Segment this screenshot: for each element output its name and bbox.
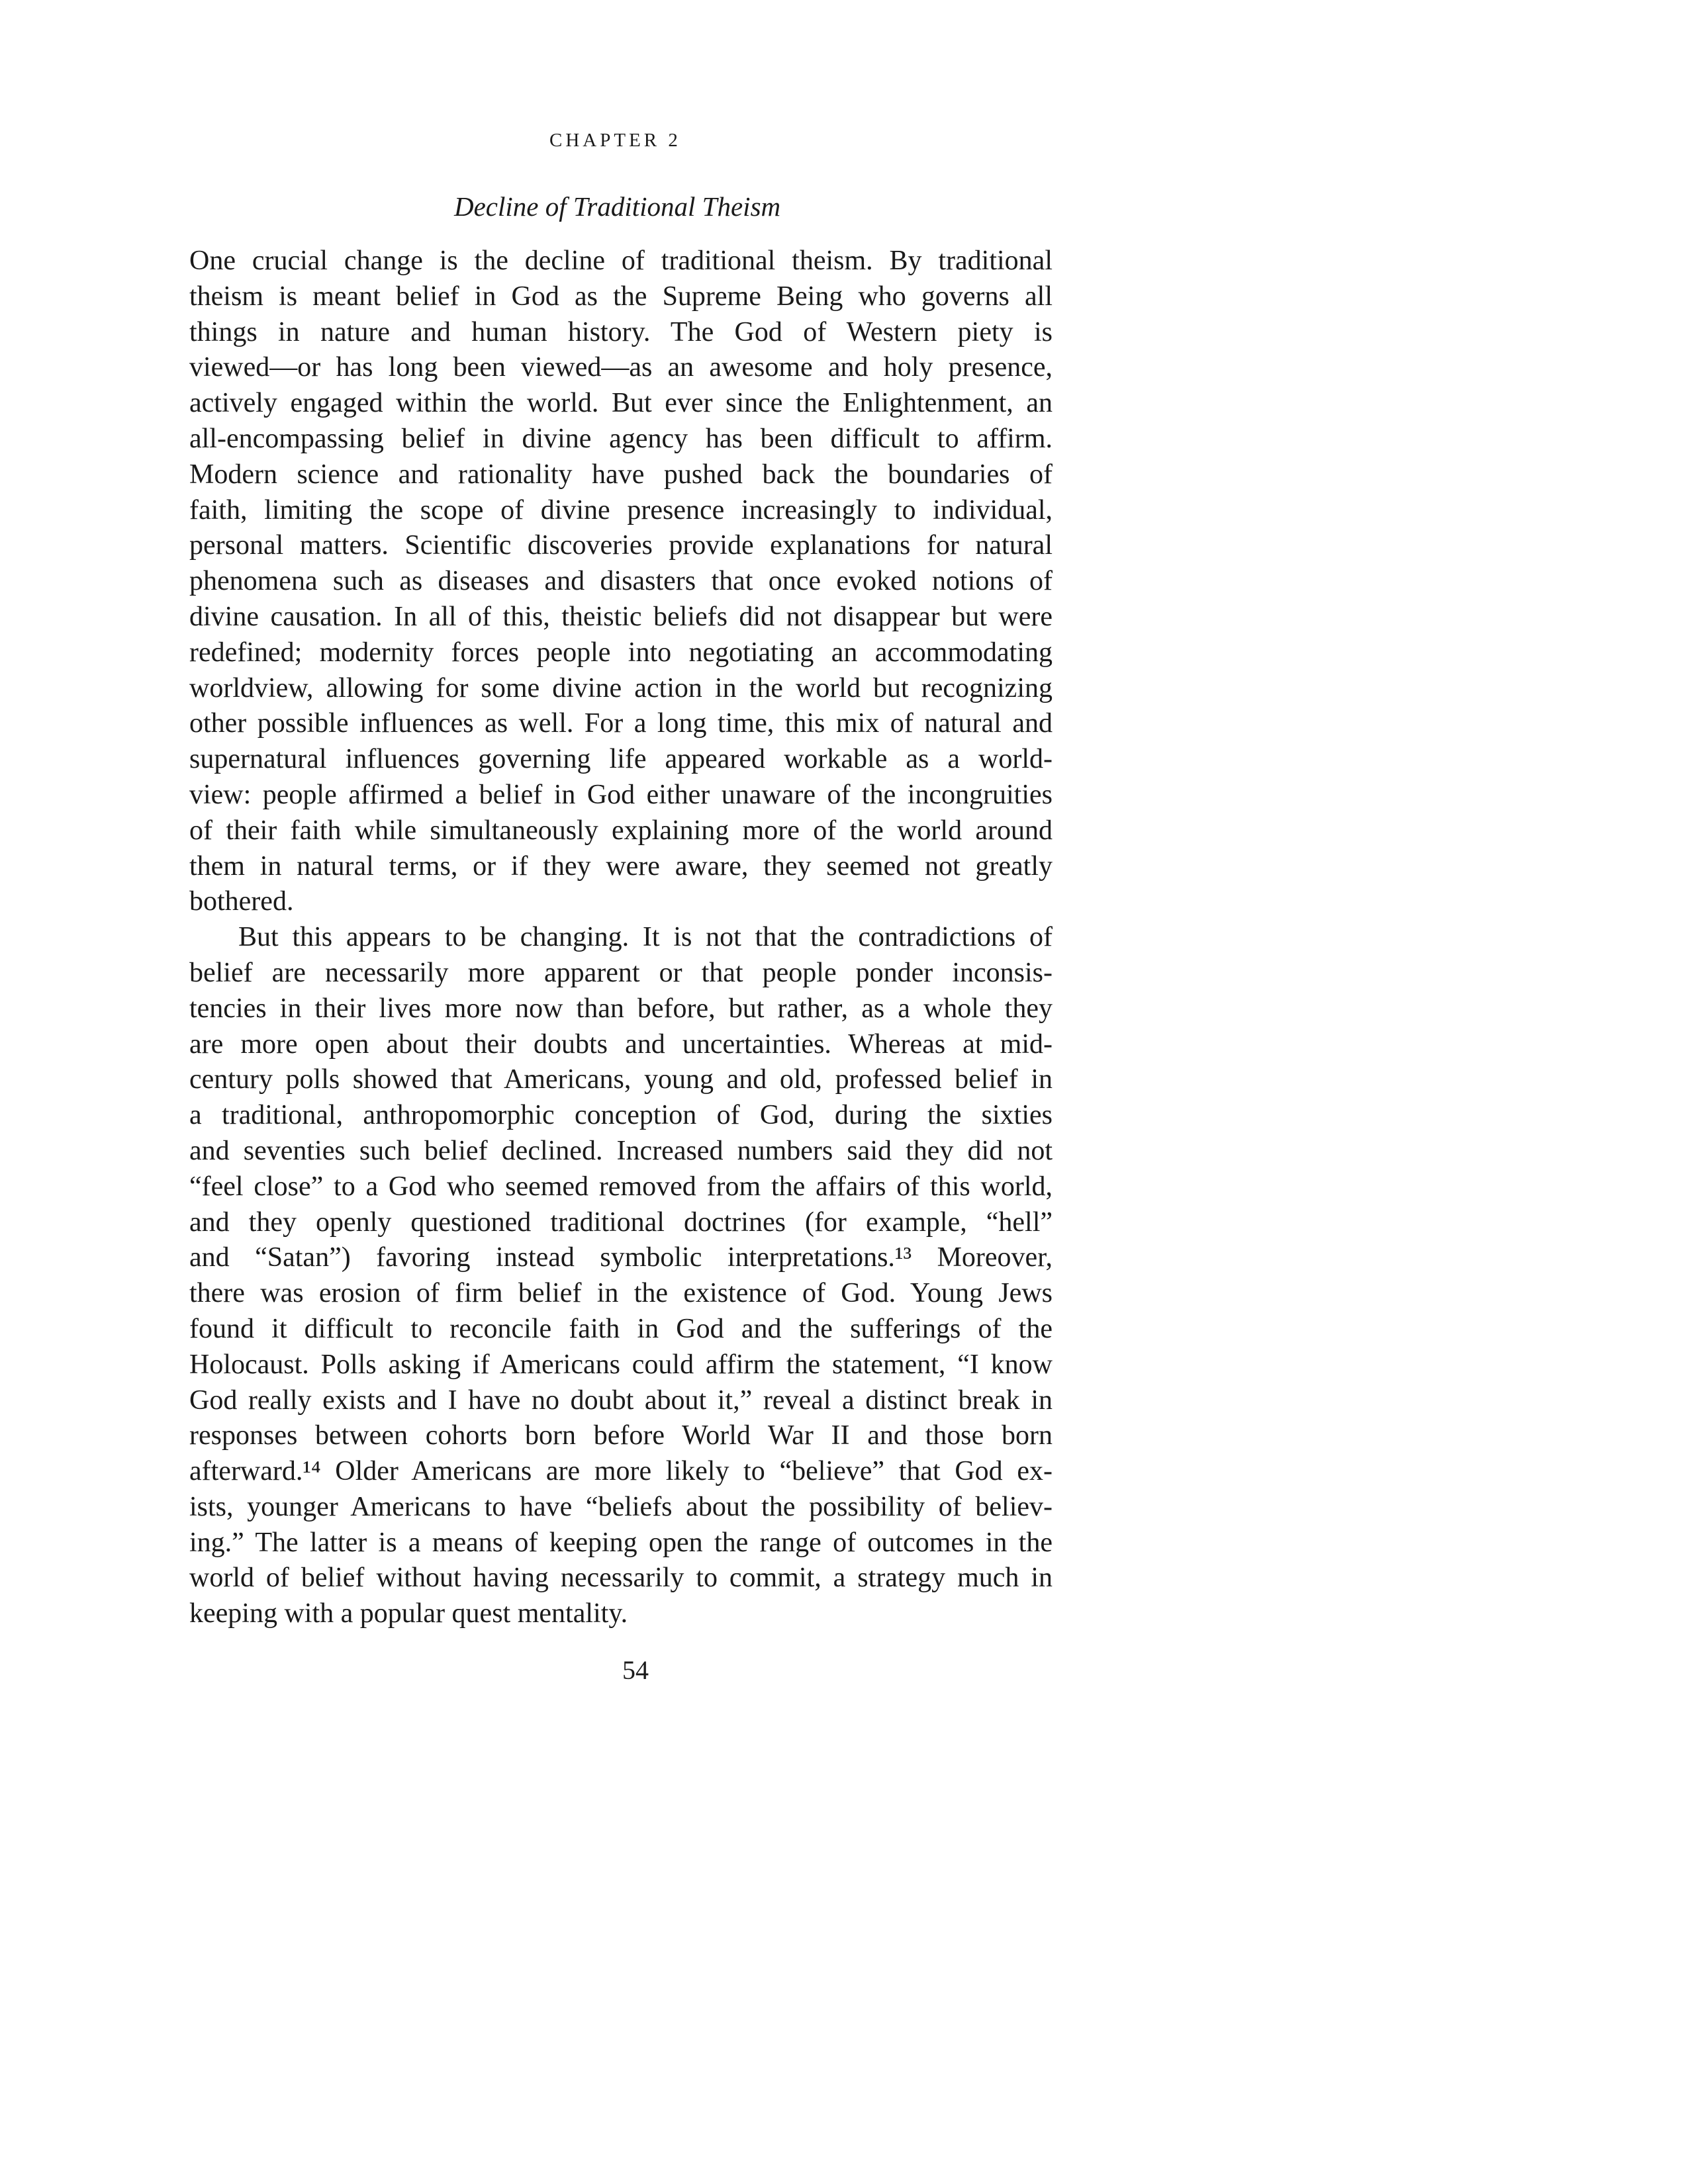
text-line: redefined; modernity forces people into negotiating an accommodating — [189, 637, 1053, 668]
text-line: belief are necessarily more apparent or that people ponder inconsis- — [189, 957, 1053, 988]
text-line: all-encompassing belief in divine agency has been difficult to affirm. — [189, 423, 1053, 454]
text-line: But this appears to be changing. It is not that the contradictions of — [238, 922, 1053, 953]
body-text — [189, 244, 1053, 1632]
text-line: found it difficult to reconcile faith in God and the sufferings of the — [189, 1313, 1053, 1344]
text-line: view: people affirmed a belief in God either unaware of the incongruities — [189, 779, 1053, 810]
text-line: Modern science and rationality have pushed back the boundaries of — [189, 459, 1053, 490]
text-line: keeping with a popular quest mentality. — [189, 1598, 628, 1629]
section-title: Decline of Traditional Theism — [454, 191, 781, 222]
paragraph-1 — [189, 244, 1053, 920]
text-line: faith, limiting the scope of divine presence increasingly to individual, — [189, 494, 1053, 525]
text-line: “feel close” to a God who seemed removed from the affairs of this world, — [189, 1171, 1053, 1202]
text-line: divine causation. In all of this, theistic beliefs did not disappear but were — [189, 601, 1053, 632]
text-line: of their faith while simultaneously explaining more of the world around — [189, 815, 1053, 846]
text-line: things in nature and human history. The God of Western piety is — [189, 316, 1053, 347]
text-line: tencies in their lives more now than before, but rather, as a whole they — [189, 993, 1053, 1024]
text-line: One crucial change is the decline of traditional theism. By traditional — [189, 246, 1053, 276]
text-line: afterward.¹⁴ Older Americans are more likely to “believe” that God ex- — [189, 1456, 1053, 1487]
text-line: actively engaged within the world. But ever since the Enlightenment, an — [189, 388, 1053, 419]
text-line: viewed—or has long been viewed—as an awesome and holy presence, — [189, 352, 1053, 383]
text-line: a traditional, anthropomorphic conception of God, during the sixties — [189, 1100, 1053, 1131]
text-line: are more open about their doubts and uncertainties. Whereas at mid- — [189, 1028, 1053, 1060]
text-line: century polls showed that Americans, young and old, professed belief in — [189, 1064, 1053, 1095]
text-line: other possible influences as well. For a long time, this mix of natural and — [189, 708, 1053, 739]
text-line: responses between cohorts born before World War II and those born — [189, 1420, 1053, 1451]
text-line: ists, younger Americans to have “beliefs about the possibility of believ- — [189, 1491, 1053, 1522]
text-line: and they openly questioned traditional doctrines (for example, “hell” — [189, 1206, 1053, 1238]
text-line: phenomena such as diseases and disasters that once evoked notions of — [189, 566, 1053, 597]
text-line: worldview, allowing for some divine action in the world but recognizing — [189, 672, 1053, 704]
text-line: and seventies such belief declined. Increased numbers said they did not — [189, 1135, 1053, 1166]
text-line: there was erosion of firm belief in the existence of God. Young Jews — [189, 1278, 1053, 1309]
text-line: theism is meant belief in God as the Supreme Being who governs all — [189, 281, 1053, 312]
text-line: ing.” The latter is a means of keeping open the range of outcomes in the — [189, 1527, 1053, 1558]
text-line: personal matters. Scientific discoveries provide explanations for natural — [189, 530, 1053, 561]
text-line: supernatural influences governing life appeared workable as a world- — [189, 744, 1053, 775]
text-line: bothered. — [189, 886, 294, 917]
text-line: and “Satan”) favoring instead symbolic interpretations.¹³ Moreover, — [189, 1242, 1053, 1273]
text-line: world of belief without having necessarily to commit, a strategy much in — [189, 1563, 1053, 1594]
paragraph-2 — [189, 920, 1053, 1632]
text-line: God really exists and I have no doubt about it,” reveal a distinct break in — [189, 1385, 1053, 1416]
text-line: them in natural terms, or if they were aware, they seemed not greatly — [189, 850, 1053, 882]
page-number: 54 — [622, 1655, 649, 1685]
chapter-label: CHAPTER 2 — [549, 130, 681, 151]
text-line: Holocaust. Polls asking if Americans could affirm the statement, “I know — [189, 1349, 1053, 1380]
